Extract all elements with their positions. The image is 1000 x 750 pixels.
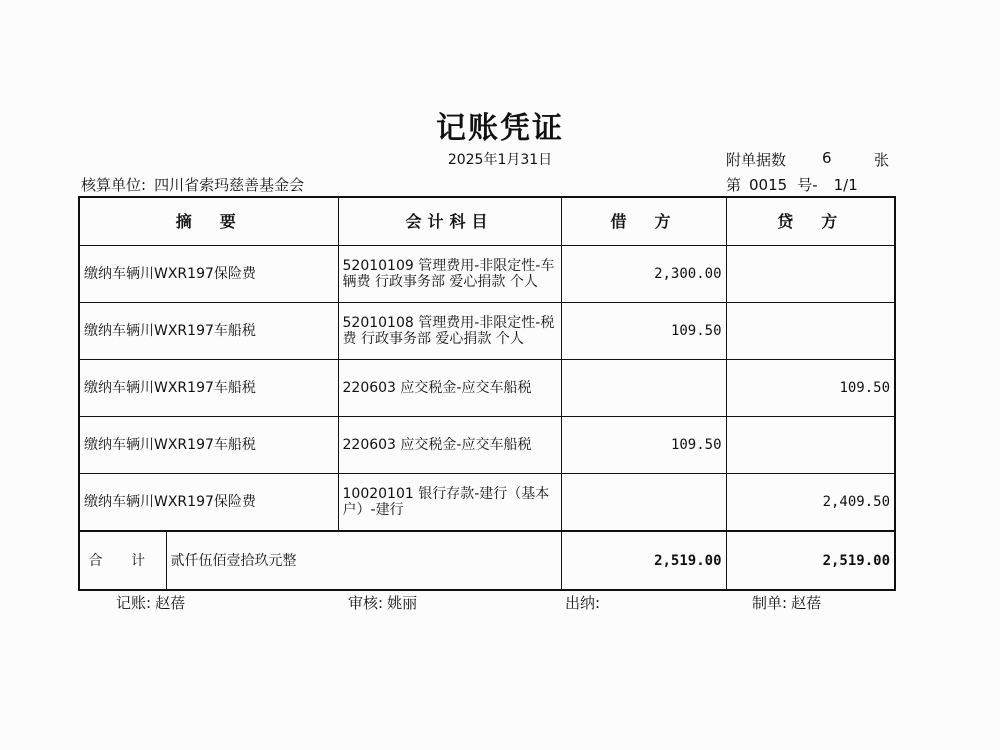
reviewer-signature <box>348 592 417 613</box>
cashier-label: 出纳: <box>565 594 601 612</box>
row-account: 52010109 管理费用-非限定性-车辆费 行政事务部 爱心捐款 个人 <box>338 246 561 303</box>
table-row <box>79 474 895 532</box>
header-summary: 摘 要 <box>79 197 338 246</box>
header-credit: 贷 方 <box>726 197 895 246</box>
total-label: 合 计 <box>79 531 166 590</box>
attachments-count: 6 <box>822 149 832 167</box>
preparer-label: 制单: <box>752 594 788 612</box>
row-summary: 缴纳车辆川WXR197车船税 <box>79 417 338 474</box>
preparer-signature <box>752 592 821 613</box>
unit-name: 四川省索玛慈善基金会 <box>154 176 305 194</box>
voucher-number <box>726 174 858 195</box>
row-debit <box>561 360 726 417</box>
bookkeeper-name: 赵蓓 <box>155 594 186 612</box>
header-account: 会计科目 <box>338 197 561 246</box>
voucher-table <box>78 196 896 591</box>
voucher-date: 2025年1月31日 <box>447 152 553 168</box>
row-account: 10020101 银行存款-建行（基本户）-建行 <box>338 474 561 532</box>
accounting-unit <box>81 174 304 195</box>
row-credit: 109.50 <box>726 360 895 417</box>
row-summary: 缴纳车辆川WXR197保险费 <box>79 474 338 532</box>
voucher-no-suffix: 号- <box>797 176 818 194</box>
row-account: 220603 应交税金-应交车船税 <box>338 360 561 417</box>
attachments-info <box>726 149 890 170</box>
row-summary: 缴纳车辆川WXR197车船税 <box>79 303 338 360</box>
total-debit: 2,519.00 <box>561 531 726 590</box>
voucher-no: 0015 <box>749 176 788 194</box>
table-header-row <box>79 197 895 246</box>
voucher-no-label: 第 <box>726 176 742 194</box>
voucher-page-no: 1/1 <box>833 176 858 194</box>
table-row <box>79 360 895 417</box>
total-credit: 2,519.00 <box>726 531 895 590</box>
preparer-name: 赵蓓 <box>791 594 822 612</box>
table-row <box>79 246 895 303</box>
row-credit <box>726 417 895 474</box>
row-summary: 缴纳车辆川WXR197保险费 <box>79 246 338 303</box>
total-amount-words: 贰仟伍佰壹拾玖元整 <box>166 531 561 590</box>
attachments-unit: 张 <box>874 151 890 169</box>
cashier-signature <box>565 592 604 613</box>
row-credit <box>726 303 895 360</box>
bookkeeper-signature <box>116 592 185 613</box>
voucher-title: 记账凭证 <box>436 111 564 146</box>
row-account: 52010108 管理费用-非限定性-税费 行政事务部 爱心捐款 个人 <box>338 303 561 360</box>
header-debit: 借 方 <box>561 197 726 246</box>
bookkeeper-label: 记账: <box>116 594 152 612</box>
table-row <box>79 417 895 474</box>
row-debit: 2,300.00 <box>561 246 726 303</box>
attachments-label: 附单据数 <box>726 151 787 169</box>
row-debit: 109.50 <box>561 417 726 474</box>
reviewer-label: 审核: <box>348 594 384 612</box>
table-row <box>79 303 895 360</box>
row-summary: 缴纳车辆川WXR197车船税 <box>79 360 338 417</box>
row-debit: 109.50 <box>561 303 726 360</box>
unit-label: 核算单位: <box>81 176 147 194</box>
row-credit: 2,409.50 <box>726 474 895 532</box>
total-row <box>79 531 895 590</box>
row-credit <box>726 246 895 303</box>
row-account: 220603 应交税金-应交车船税 <box>338 417 561 474</box>
reviewer-name: 姚丽 <box>387 594 418 612</box>
row-debit <box>561 474 726 532</box>
